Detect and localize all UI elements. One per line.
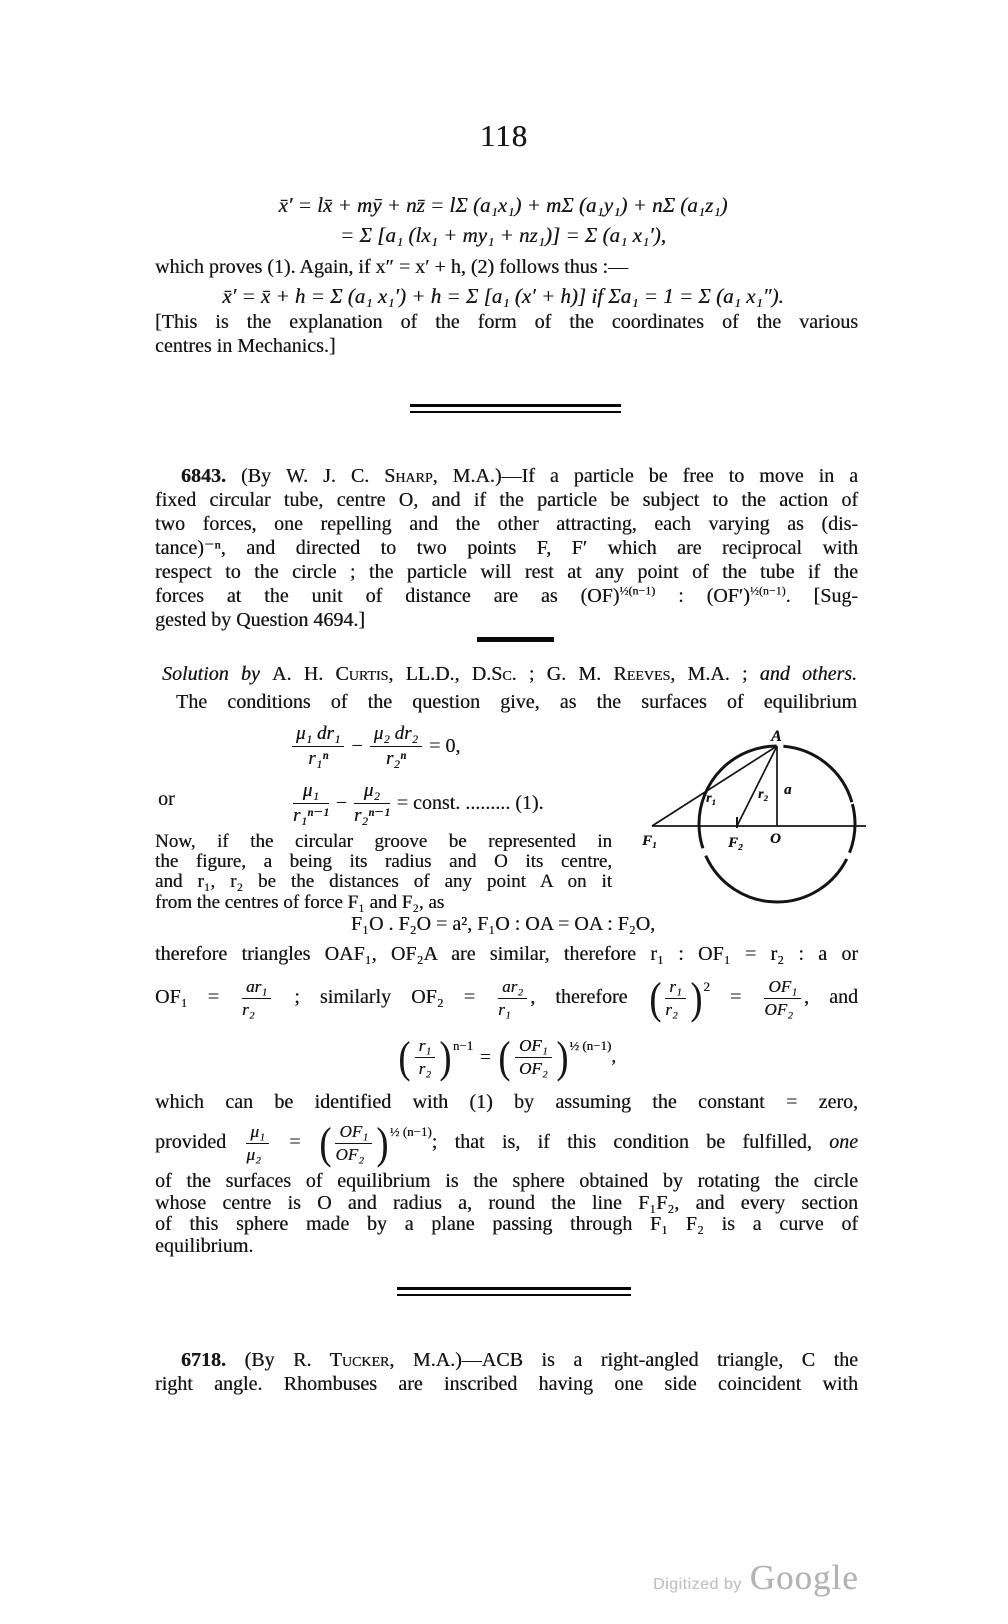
question-6843-line-2: fixed circular tube, centre O, and if the particle be subject to the action of	[155, 489, 858, 511]
conclusion-line-3: of this sphere made by a plane passing through F₁ F₂ is a curve of	[155, 1213, 858, 1236]
label-r1: r₁	[706, 791, 717, 806]
question-6843-line-5: respect to the circle ; the particle will rest at any point of the tube if the	[155, 561, 858, 583]
solution-byline-prefix: Solution by	[162, 663, 273, 685]
equals-sign: =	[475, 1046, 496, 1068]
minus-sign: −	[335, 792, 347, 815]
label-point-a: A	[771, 728, 782, 745]
exponent-of-prime: ½(n−1)	[749, 583, 786, 598]
question-6843-by-post: )—If a particle be free to move in a	[494, 465, 859, 487]
line-provided-condition	[155, 1116, 858, 1172]
question-6843-line-6b: : (OF′)	[655, 585, 750, 607]
label-r2: r₂	[758, 787, 769, 802]
section-divider-double-rule-2	[397, 1287, 631, 1296]
line-f1-a	[652, 746, 777, 826]
section-divider-short-rule	[477, 637, 554, 642]
paren-of1-of2-condition: ( $\frac{\text{OF₁}}{\text{OF₂}}$ ) $^{\frac{1}{2} (n-1)}$	[319, 1118, 432, 1168]
fraction-ar2-r1: $\frac{\text{ar₂}}{\text{r₁}}$	[498, 978, 527, 1019]
fraction-mu2-dr2: $\frac{\text{μ₂ dr₂}}{\text{r₂ⁿ}}$	[370, 724, 422, 769]
exponent-of: ½(n−1)	[619, 583, 656, 598]
question-6843-line-6a: forces at the unit of distance are as (OF)	[155, 585, 620, 607]
groove-line-3: and r₁, r₂ be the distances of any point A on it	[155, 871, 612, 893]
solution-authors: A. H. Curtis, LL.D., D.Sc. ; G. M. Reeves, M.A. ;	[272, 663, 760, 685]
label-radius-a: a	[784, 782, 792, 798]
exponent-n-1: n−1	[452, 1038, 474, 1054]
equals-zero: = 0,	[429, 735, 461, 758]
question-6718-by-pre: (By	[226, 1349, 294, 1371]
trailing-comma: ,	[611, 1046, 617, 1067]
label-f2: F₂	[728, 835, 744, 851]
question-6718-line-1	[155, 1349, 858, 1373]
eqf-t2: ; that is, if this condition be fulfilled,	[431, 1131, 830, 1153]
groove-line-2: the figure, a being its radius and O its centre,	[155, 851, 612, 873]
question-6843-by-pre: (By	[226, 465, 286, 487]
line-similar-triangles: therefore triangles OAF₁, OF₂A are similar, therefore r₁ : OF₁ = r₂ : a or	[155, 943, 858, 965]
paragraph-sphere-conclusion	[155, 1171, 858, 1258]
fraction-of1-of2: $\frac{\text{OF₁}}{\text{OF₂}}$	[764, 978, 801, 1019]
question-6718	[155, 1349, 858, 1396]
page-number: 118	[479, 118, 529, 153]
eqd-t4: =	[709, 986, 762, 1008]
eqd-t2: ; similarly OF₂ =	[274, 986, 496, 1008]
google-logo: Google	[749, 1558, 859, 1597]
solution-byline-suffix: and others.	[759, 663, 858, 685]
paren-of1-of2-half-n-1: ( $\frac{\text{OF₁}}{\text{OF₂}}$ ) $^{\frac{1}{2} (n-1)}$	[498, 1032, 612, 1082]
question-6718-line-2: right angle. Rhombuses are inscribed having one side coincident with	[155, 1372, 858, 1395]
eqd-t5: , and	[804, 986, 858, 1008]
or-label: or	[158, 788, 175, 810]
equals-const-label: = const. ......... (1).	[396, 792, 544, 815]
paragraph-circular-groove	[155, 832, 612, 913]
fraction-mu2: $\frac{\text{μ₂}}{\text{r₂ⁿ⁻¹}}$	[354, 779, 390, 826]
fraction-mu1-mu2: $\frac{\text{μ₁}}{\text{μ₂}}$	[246, 1123, 268, 1164]
eqd-t1: OF₁ =	[155, 986, 240, 1008]
exponent-2: 2	[703, 979, 710, 995]
equation-of1-of2-line	[155, 972, 858, 1026]
equation-top-line-2: = Σ [a₁ (lx₁ + my₁ + nz₁)] = Σ (a₁ x₁′),	[340, 223, 666, 247]
note-line-2: centres in Mechanics.]	[155, 334, 336, 357]
groove-line-4: from the centres of force F₁ and F₂, as	[155, 891, 445, 913]
equation-block-top	[153, 190, 853, 250]
question-6843-line-3: two forces, one repelling and the other attracting, each varying as (dis-	[155, 513, 858, 535]
question-6843-author: W. J. C. Sharp, M.A.	[286, 465, 495, 487]
label-f1: F₁	[642, 833, 658, 849]
eqf-eq: =	[271, 1131, 318, 1153]
note-mechanics	[155, 311, 858, 358]
equation-top-2: x̄′ = x̄ + h = Σ (a₁ x₁′) + h = Σ [a₁ (x′ + h)] if Σa₁ = 1 = Σ (a₁ x₁″).	[222, 284, 784, 308]
eqf-t1: provided	[155, 1131, 244, 1153]
solution-byline	[162, 663, 857, 686]
question-6718-author: R. Tucker, M.A.	[293, 1349, 456, 1371]
groove-line-1: Now, if the circular groove be represented in	[155, 831, 612, 852]
equation-f1o-f2o: F₁O . F₂O = a², F₁O : OA = OA : F₂O,	[350, 913, 656, 935]
fraction-ar1-r2: $\frac{\text{ar₁}}{\text{r₂}}$	[242, 978, 271, 1019]
note-line-1: [This is the explanation of the form of the coordinates of the various	[155, 311, 858, 333]
minus-sign: −	[351, 735, 363, 758]
exponent-half-n-1: ½ (n−1)	[389, 1124, 432, 1140]
conclusion-line-1: of the surfaces of equilibrium is the sphere obtained by rotating the circle	[155, 1170, 858, 1192]
digitized-watermark	[653, 1558, 859, 1598]
question-6843-line-7: gested by Question 4694.]	[155, 609, 365, 631]
conclusion-line-4: equilibrium.	[155, 1235, 254, 1258]
line-which-identified: which can be identified with (1) by assuming the constant = zero,	[155, 1091, 858, 1113]
paragraph-which-proves: which proves (1). Again, if x″ = x′ + h, (2) follows thus :—	[155, 256, 628, 278]
fraction-mu1-dr1: $\frac{\text{μ₁ dr₁}}{\text{r₁ⁿ}}$	[292, 724, 344, 769]
word-one-italic: one	[829, 1131, 858, 1153]
question-6718-by-post: )—ACB is a right-angled triangle, C the	[455, 1349, 859, 1371]
solution-intro: The conditions of the question give, as the surfaces of equilibrium	[176, 691, 857, 713]
question-6843-line-1	[155, 464, 858, 488]
eqd-t3: , therefore	[530, 986, 648, 1008]
question-6843-number: 6843.	[181, 465, 226, 487]
figure-circle-diagram	[618, 692, 880, 910]
digitized-by-text: Digitized by	[653, 1576, 742, 1593]
question-6843	[155, 464, 858, 632]
question-6843-line-6	[155, 584, 858, 608]
question-6718-number: 6718.	[181, 1349, 226, 1371]
fraction-mu1: $\frac{\text{μ₁}}{\text{r₁ⁿ⁻¹}}$	[293, 779, 329, 826]
paren-r1-r2-squared: ( $\frac{\text{r₁}}{\text{r₂}}$ ) $^2$	[649, 973, 710, 1023]
equation-equilibrium-differential	[287, 719, 462, 773]
equation-top-line-1: x̄′ = lx̄ + mȳ + nz̄ = lΣ (a₁x₁) + mΣ (a₁y₁) + nΣ (a₁z₁)	[278, 193, 728, 217]
paren-r1-r2-n-1: ( $\frac{\text{r₁}}{\text{r₂}}$ ) $^{n-1}$	[398, 1032, 474, 1082]
label-centre-o: O	[770, 831, 781, 847]
equation-1-constant	[288, 776, 546, 830]
exponent-half-n-1: ½ (n−1)	[569, 1038, 612, 1054]
section-divider-double-rule-1	[410, 404, 621, 413]
question-6843-line-6c: . [Sug-	[785, 585, 858, 607]
question-6843-line-4: tance)⁻ⁿ, and directed to two points F, F′ which are reciprocal with	[155, 537, 858, 559]
conclusion-line-2: whose centre is O and radius a, round the line F₁F₂, and every section	[155, 1191, 858, 1214]
equation-power-relation	[155, 1028, 858, 1090]
